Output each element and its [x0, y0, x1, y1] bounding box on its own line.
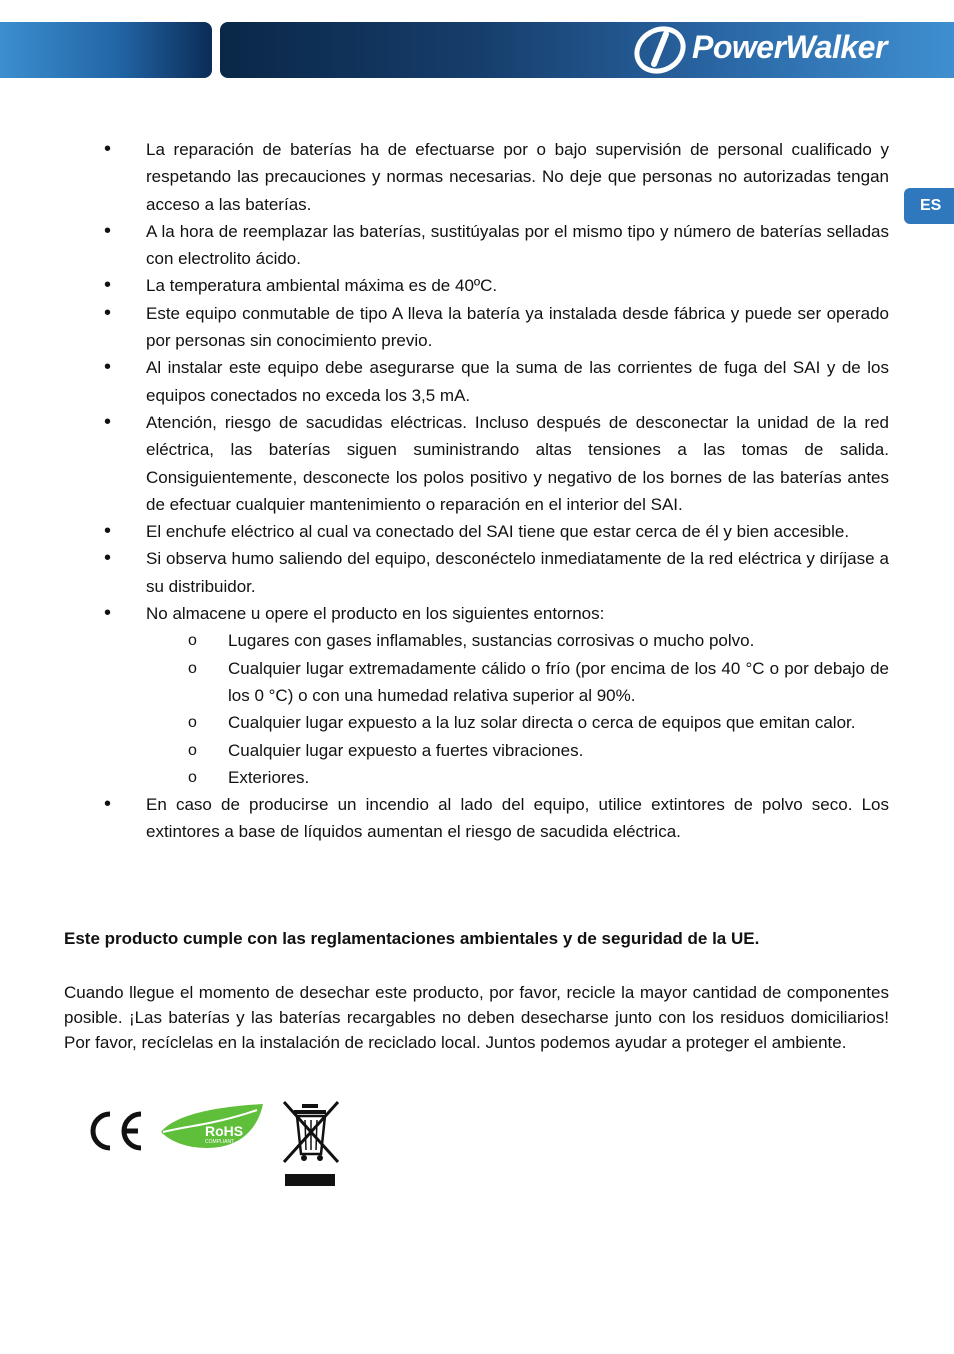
sub-list-item: o Exteriores.	[146, 764, 889, 791]
header-band-left	[0, 22, 212, 78]
rohs-sub-label: COMPLIANT	[205, 1139, 235, 1145]
list-item: • Este equipo conmutable de tipo A lleva la batería ya instalada desde fábrica y puede ser operado por personas sin conocimiento previo.	[64, 300, 889, 355]
brand-name: PowerWalker	[692, 29, 887, 65]
compliance-heading: Este producto cumple con las reglamentaciones ambientales y de seguridad de la UE.	[64, 929, 760, 948]
rohs-compliant-logo	[157, 1102, 267, 1154]
list-item: • Al instalar este equipo debe asegurarse que la suma de las corrientes de fuga del SAI y de los equipos conectados no exceda los 3,5 mA.	[64, 354, 889, 409]
ce-mark-icon	[84, 1108, 146, 1154]
list-item: • En caso de producirse un incendio al lado del equipo, utilice extintores de polvo seco. Los extintores a base de líquidos aumentan el riesgo de sacudida eléctrica.	[64, 791, 889, 846]
sub-list-item: o Lugares con gases inflamables, sustancias corrosivas o mucho polvo.	[146, 627, 889, 654]
powerwalker-logo	[630, 24, 950, 76]
sub-list-item: o Cualquier lugar expuesto a fuertes vibraciones.	[146, 737, 889, 764]
rohs-label: RoHS	[205, 1123, 244, 1139]
list-item	[64, 600, 889, 791]
weee-crossed-bin-icon	[280, 1098, 342, 1188]
list-item: • Si observa humo saliendo del equipo, desconéctelo inmediatamente de la red eléctrica y diríjase a su distribuidor.	[64, 545, 889, 600]
list-item: • La temperatura ambiental máxima es de 40ºC.	[64, 272, 889, 299]
power-swirl-icon	[630, 24, 690, 76]
language-tab[interactable]: ES	[904, 188, 954, 224]
safety-content	[64, 136, 889, 846]
sub-list-item: o Cualquier lugar expuesto a la luz solar directa o cerca de equipos que emitan calor.	[146, 709, 889, 736]
safety-bullet-list	[64, 136, 889, 846]
list-item: • Atención, riesgo de sacudidas eléctricas. Incluso después de desconectar la unidad de la red eléctrica, las baterías siguen suministrando altas tensiones a las tomas de salida. Consiguientemente, desconecte los polos positivo y negativo de los bornes de las baterías antes de efectuar cualquier mantenimiento o reparación en el interior del SAI.	[64, 409, 889, 518]
list-item-text: No almacene u opere el producto en los siguientes entornos:	[146, 604, 605, 624]
list-item: • La reparación de baterías ha de efectuarse por o bajo supervisión de personal cualificado y respetando las precauciones y normas necesarias. No deje que personas no autorizadas tengan acceso a las baterías.	[64, 136, 889, 218]
environment-sub-list	[146, 627, 889, 791]
sub-list-item: o Cualquier lugar extremadamente cálido o frío (por encima de los 40 °C o por debajo de los 0 °C) o con una humedad relativa superior al 90%.	[146, 655, 889, 710]
recycle-paragraph: Cuando llegue el momento de desechar este producto, por favor, recicle la mayor cantidad de componentes posible. ¡Las baterías y las baterías recargables no deben desecharse junto con los residuos domiciliarios! Por favor, recíclelas en la instalación de reciclado local. Juntos podemos ayudar a proteger el ambiente.	[64, 983, 889, 1052]
list-item: • A la hora de reemplazar las baterías, sustitúyalas por el mismo tipo y número de baterías selladas con electrolito ácido.	[64, 218, 889, 273]
list-item: • El enchufe eléctrico al cual va conectado del SAI tiene que estar cerca de él y bien accesible.	[64, 518, 889, 545]
